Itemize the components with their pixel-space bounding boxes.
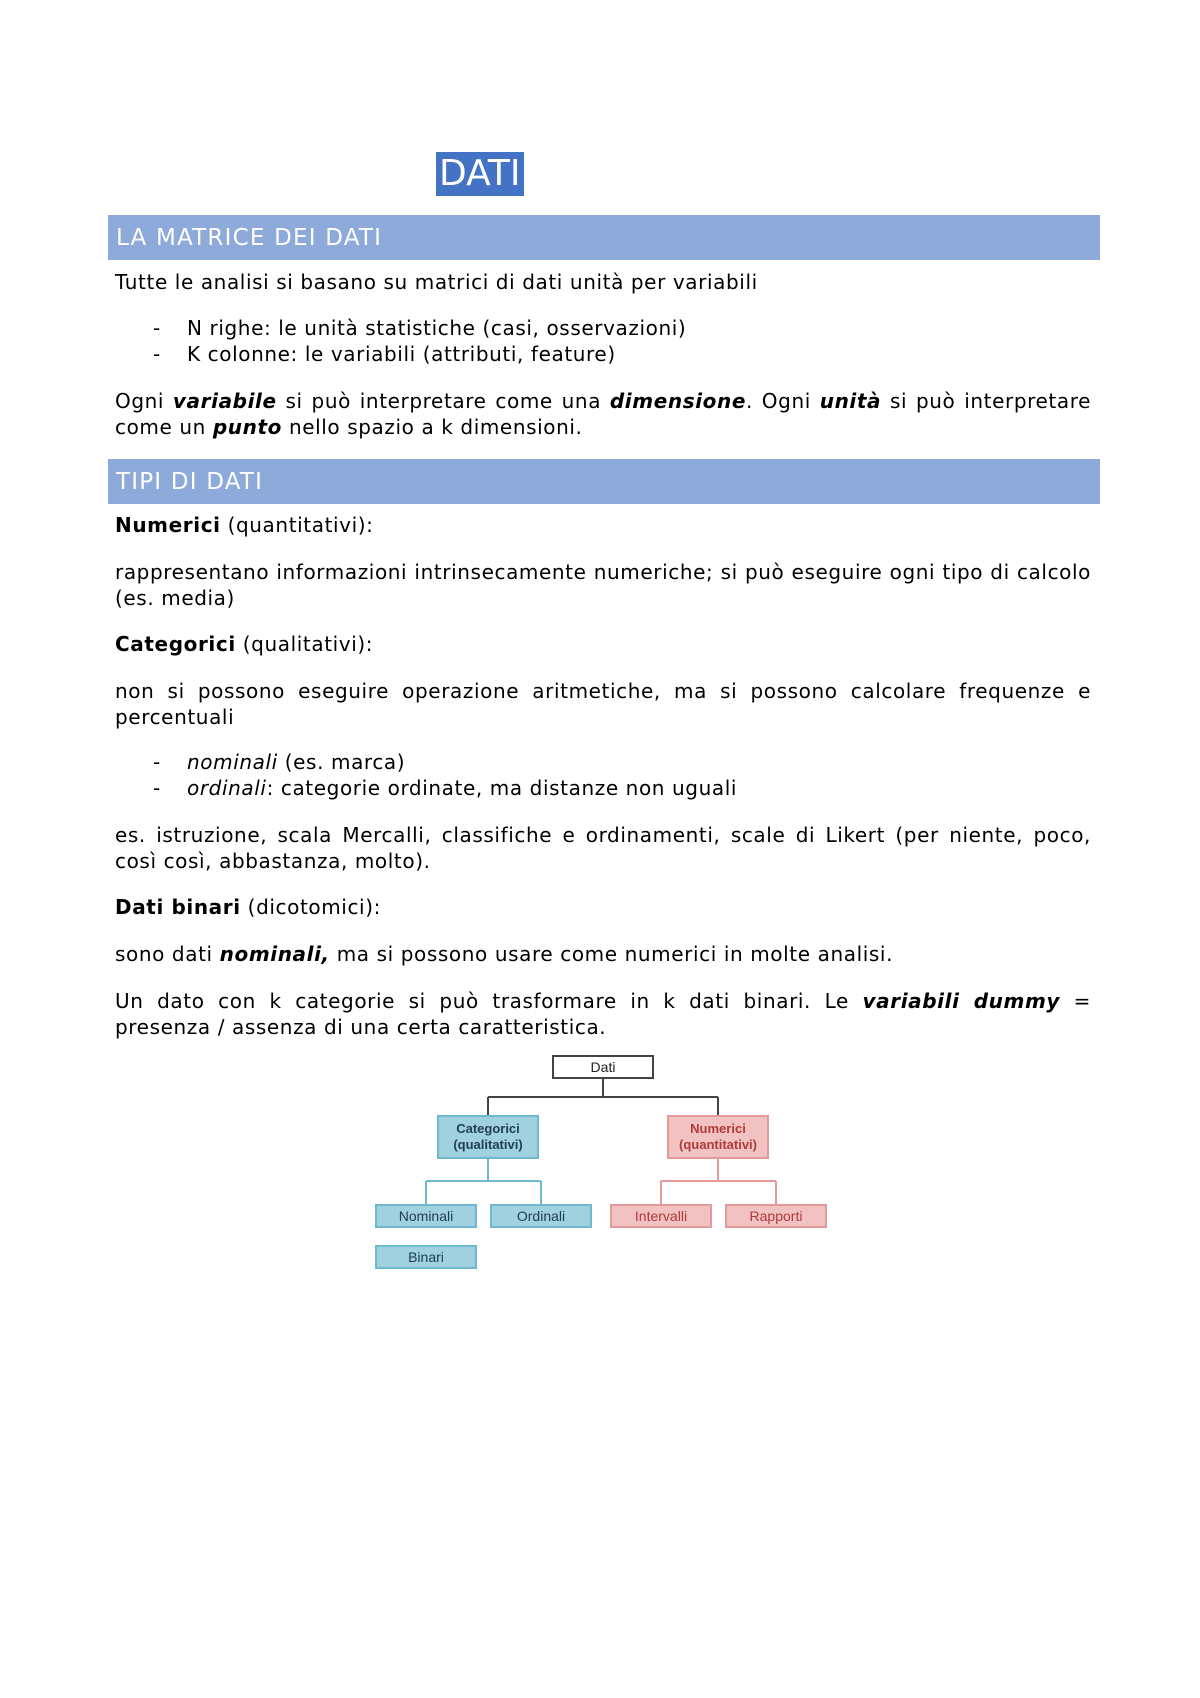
- binari-description: [115, 941, 1091, 967]
- section-heading-tipi: TIPI DI DATI: [108, 459, 1100, 504]
- categorici-description: non si possono eseguire operazione aritmetiche, ma si possono calcolare frequenze e percentuali: [115, 679, 1091, 729]
- node-rapporti-label: Rapporti: [749, 1208, 803, 1224]
- intro-paragraph: Tutte le analisi si basano su matrici di dati unità per variabili: [115, 270, 758, 294]
- term-unita: unità: [819, 389, 882, 413]
- node-dati-label: Dati: [590, 1059, 616, 1075]
- text-run: (es. marca): [277, 750, 406, 774]
- term-variabili-dummy: variabili dummy: [862, 989, 1061, 1013]
- text-run: ma si possono usare come numerici in molte analisi.: [329, 942, 894, 966]
- text-run: = presenza / assenza di una certa caratteristica.: [115, 989, 1091, 1039]
- categorici-label: [115, 631, 1091, 657]
- list-item: [187, 749, 405, 775]
- term-punto: punto: [212, 415, 282, 439]
- section-heading-matrice: LA MATRICE DEI DATI: [108, 215, 1100, 260]
- term-numerici: Numerici: [115, 513, 221, 537]
- term-nominali-bold: nominali,: [219, 942, 330, 966]
- term-dimensione: dimensione: [609, 389, 747, 413]
- text-run: . Ogni: [746, 389, 820, 413]
- text-run: (qualitativi):: [235, 632, 374, 656]
- text-run: (quantitativi):: [220, 513, 374, 537]
- text-run: Ogni: [115, 389, 173, 413]
- node-ordinali-label: Ordinali: [516, 1208, 566, 1224]
- examples-paragraph: es. istruzione, scala Mercalli, classifiche e ordinamenti, scale di Likert (per niente, poco, così così, abbastanza, molto).: [115, 823, 1091, 873]
- diagram-svg: [370, 1055, 840, 1295]
- text-run: nello spazio a k dimensioni.: [281, 415, 583, 439]
- text-run: sono dati: [115, 942, 220, 966]
- numerici-description: rappresentano informazioni intrinsecamente numeriche; si può eseguire ogni tipo di calcolo (es. media): [115, 560, 1091, 610]
- term-dati-binari: Dati binari: [115, 895, 241, 919]
- variable-dimension-paragraph: [115, 388, 1091, 440]
- bullet-marker: -: [153, 776, 161, 800]
- bullet-marker: -: [153, 342, 161, 366]
- bullet-marker: -: [153, 316, 161, 340]
- node-intervalli-label: Intervalli: [634, 1208, 688, 1224]
- page-title: DATI: [436, 152, 524, 196]
- list-item: K colonne: le variabili (attributi, feature): [187, 342, 616, 366]
- node-categorici-sublabel: (qualitativi): [453, 1137, 523, 1152]
- dummy-paragraph: [115, 988, 1091, 1040]
- bullet-marker: -: [153, 750, 161, 774]
- text-run: : categorie ordinate, ma distanze non uguali: [266, 776, 738, 800]
- text-run: (dicotomici):: [240, 895, 381, 919]
- node-numerici-sublabel: (quantitativi): [679, 1137, 757, 1152]
- node-binari-label: Binari: [408, 1249, 444, 1265]
- numerici-label: [115, 512, 1091, 538]
- term-variabile: variabile: [172, 389, 277, 413]
- text-run: si può interpretare come una: [276, 389, 610, 413]
- text-run: Un dato con k categorie si può trasformare in k dati binari. Le: [115, 989, 863, 1013]
- list-item: [187, 775, 737, 801]
- term-ordinali: ordinali: [187, 776, 267, 800]
- term-categorici: Categorici: [115, 632, 236, 656]
- list-item: N righe: le unità statistiche (casi, osservazioni): [187, 316, 687, 340]
- node-categorici-label: Categorici: [456, 1121, 520, 1136]
- text-run: si può interpretare come un: [115, 389, 1091, 439]
- data-types-diagram: [370, 1055, 840, 1295]
- term-nominali: nominali: [187, 750, 278, 774]
- binari-label: [115, 894, 1091, 920]
- node-numerici-label: Numerici: [690, 1121, 746, 1136]
- node-nominali-label: Nominali: [398, 1208, 454, 1224]
